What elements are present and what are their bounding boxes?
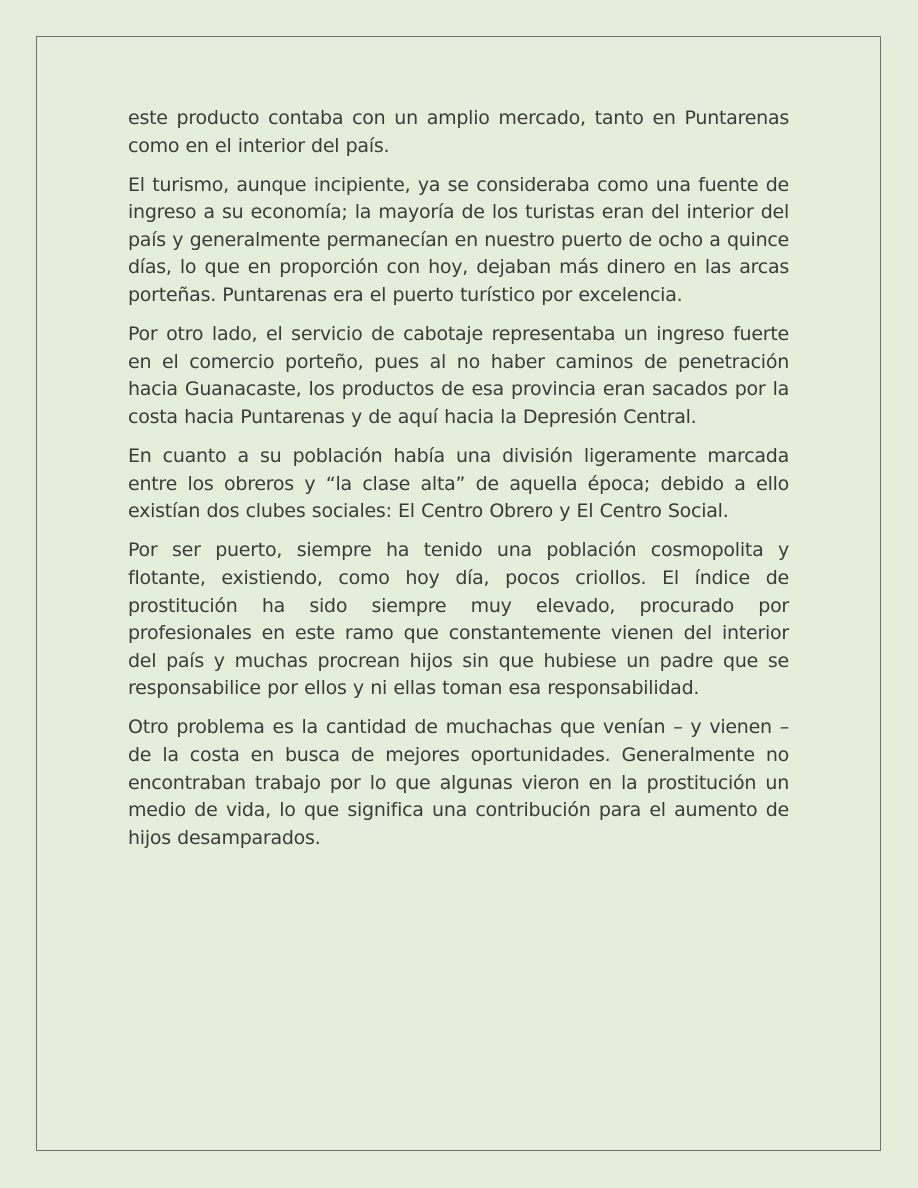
paragraph: este producto contaba con un amplio mercado, tanto en Puntarenas como en el interior del país. [128,107,789,157]
paragraph: El turismo, aunque incipiente, ya se consideraba como una fuente de ingreso a su economía; la mayoría de los turistas eran del interior del país y generalmente permanecían en nuestro puerto de ocho a quince días, lo que en proporción con hoy, dejaban más dinero en las arcas porteñas. Puntarenas era el puerto turístico por excelencia. [128,173,789,307]
paragraph: Por otro lado, el servicio de cabotaje representaba un ingreso fuerte en el comercio porteño, pues al no haber caminos de penetración hacia Guanacaste, los productos de esa provincia eran sacados por la costa hacia Puntarenas y de aquí hacia la Depresión Central. [128,323,789,428]
paragraph: En cuanto a su población había una división ligeramente marcada entre los obreros y “la clase alta” de aquella época; debido a ello existían dos clubes sociales: El Centro Obrero y El Centro Social. [128,445,789,523]
paragraph: Otro problema es la cantidad de muchachas que venían – y vienen – de la costa en busca de mejores oportunidades. Generalmente no encontraban trabajo por lo que algunas vieron en la prostitución un medio de vida, lo que significa una contribución para el aumento de hijos desamparados. [128,716,789,849]
paragraph: Por ser puerto, siempre ha tenido una población cosmopolita y flotante, existiendo, como hoy día, pocos criollos. El índice de prostitución ha sido siempre muy elevado, procurado por profesionales en este ramo que constantemente vienen del interior del país y muchas procrean hijos sin que hubiese un padre que se responsabilice por ellos y ni ellas toman esa responsabilidad. [128,539,789,700]
document-body [128,105,789,864]
